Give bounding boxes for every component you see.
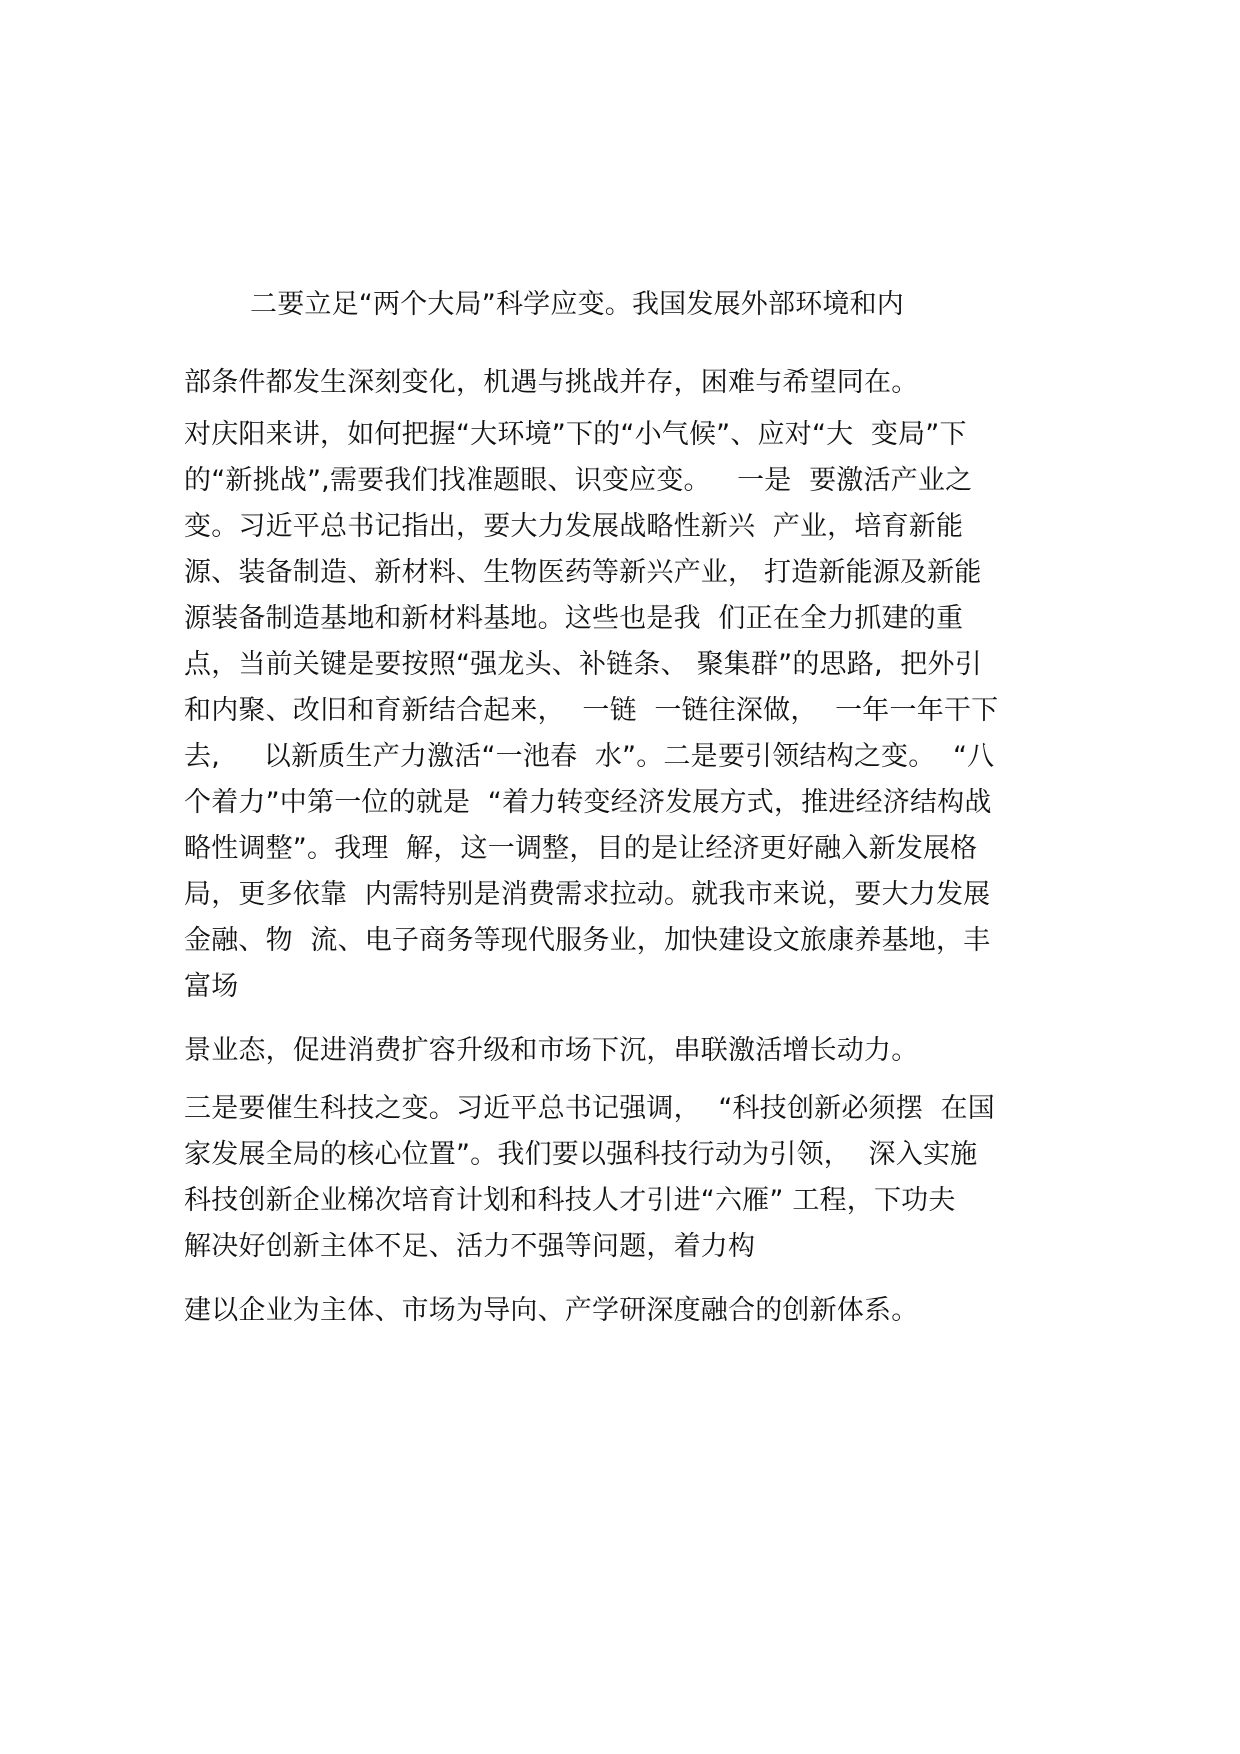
paragraph-line-1: 二要立足“两个大局”科学应变。我国发展外部环境和内	[250, 289, 904, 320]
paragraph-line-7: 源装备制造基地和新材料基地。这些也是我 们正在全力抓建的重	[184, 603, 964, 634]
paragraph-line-6: 源、装备制造、新材料、生物医药等新兴产业， 打造新能源及新能	[184, 557, 982, 588]
paragraph-line-19: 科技创新企业梯次培育计划和科技人才引进“六雁” 工程，下功夫	[184, 1185, 956, 1216]
paragraph-line-17: 三是要催生科技之变。习近平总书记强调， “科技创新必须摆 在国	[184, 1093, 995, 1124]
paragraph-line-2: 部条件都发生深刻变化，机遇与挑战并存，困难与希望同在。	[184, 367, 919, 398]
paragraph-line-11: 个着力”中第一位的就是 “着力转变经济发展方式，推进经济结构战	[184, 787, 992, 818]
paragraph-line-15: 富场	[184, 971, 239, 1002]
paragraph-line-3: 对庆阳来讲，如何把握“大环境”下的“小气候”、应对“大 变局”下	[184, 419, 967, 450]
paragraph-line-20: 解决好创新主体不足、活力不强等问题，着力构	[184, 1231, 756, 1262]
paragraph-line-18: 家发展全局的核心位置”。我们要以强科技行动为引领， 深入实施	[184, 1139, 978, 1170]
paragraph-line-5: 变。习近平总书记指出，要大力发展战略性新兴 产业，培育新能	[184, 511, 964, 542]
paragraph-line-12: 略性调整”。我理 解，这一调整，目的是让经济更好融入新发展格	[184, 833, 978, 864]
paragraph-line-8: 点，当前关键是要按照“强龙头、补链条、 聚集群”的思路, 把外引	[184, 649, 982, 680]
paragraph-line-4: 的“新挑战”,需要我们找准题眼、识变应变。 一是 要激活产业之	[184, 465, 973, 496]
paragraph-line-16: 景业态，促进消费扩容升级和市场下沉，串联激活增长动力。	[184, 1035, 919, 1066]
paragraph-line-21: 建以企业为主体、市场为导向、产学研深度融合的创新体系。	[184, 1295, 919, 1326]
paragraph-line-13: 局，更多依靠 内需特别是消费需求拉动。就我市来说，要大力发展	[184, 879, 991, 910]
paragraph-line-10: 去, 以新质生产力激活“一池春 水”。二是要引领结构之变。 “八	[184, 741, 995, 772]
paragraph-line-9: 和内聚、改旧和育新结合起来， 一链 一链往深做， 一年一年干下	[184, 695, 999, 726]
paragraph-line-14: 金融、物 流、电子商务等现代服务业，加快建设文旅康养基地，丰	[184, 925, 991, 956]
